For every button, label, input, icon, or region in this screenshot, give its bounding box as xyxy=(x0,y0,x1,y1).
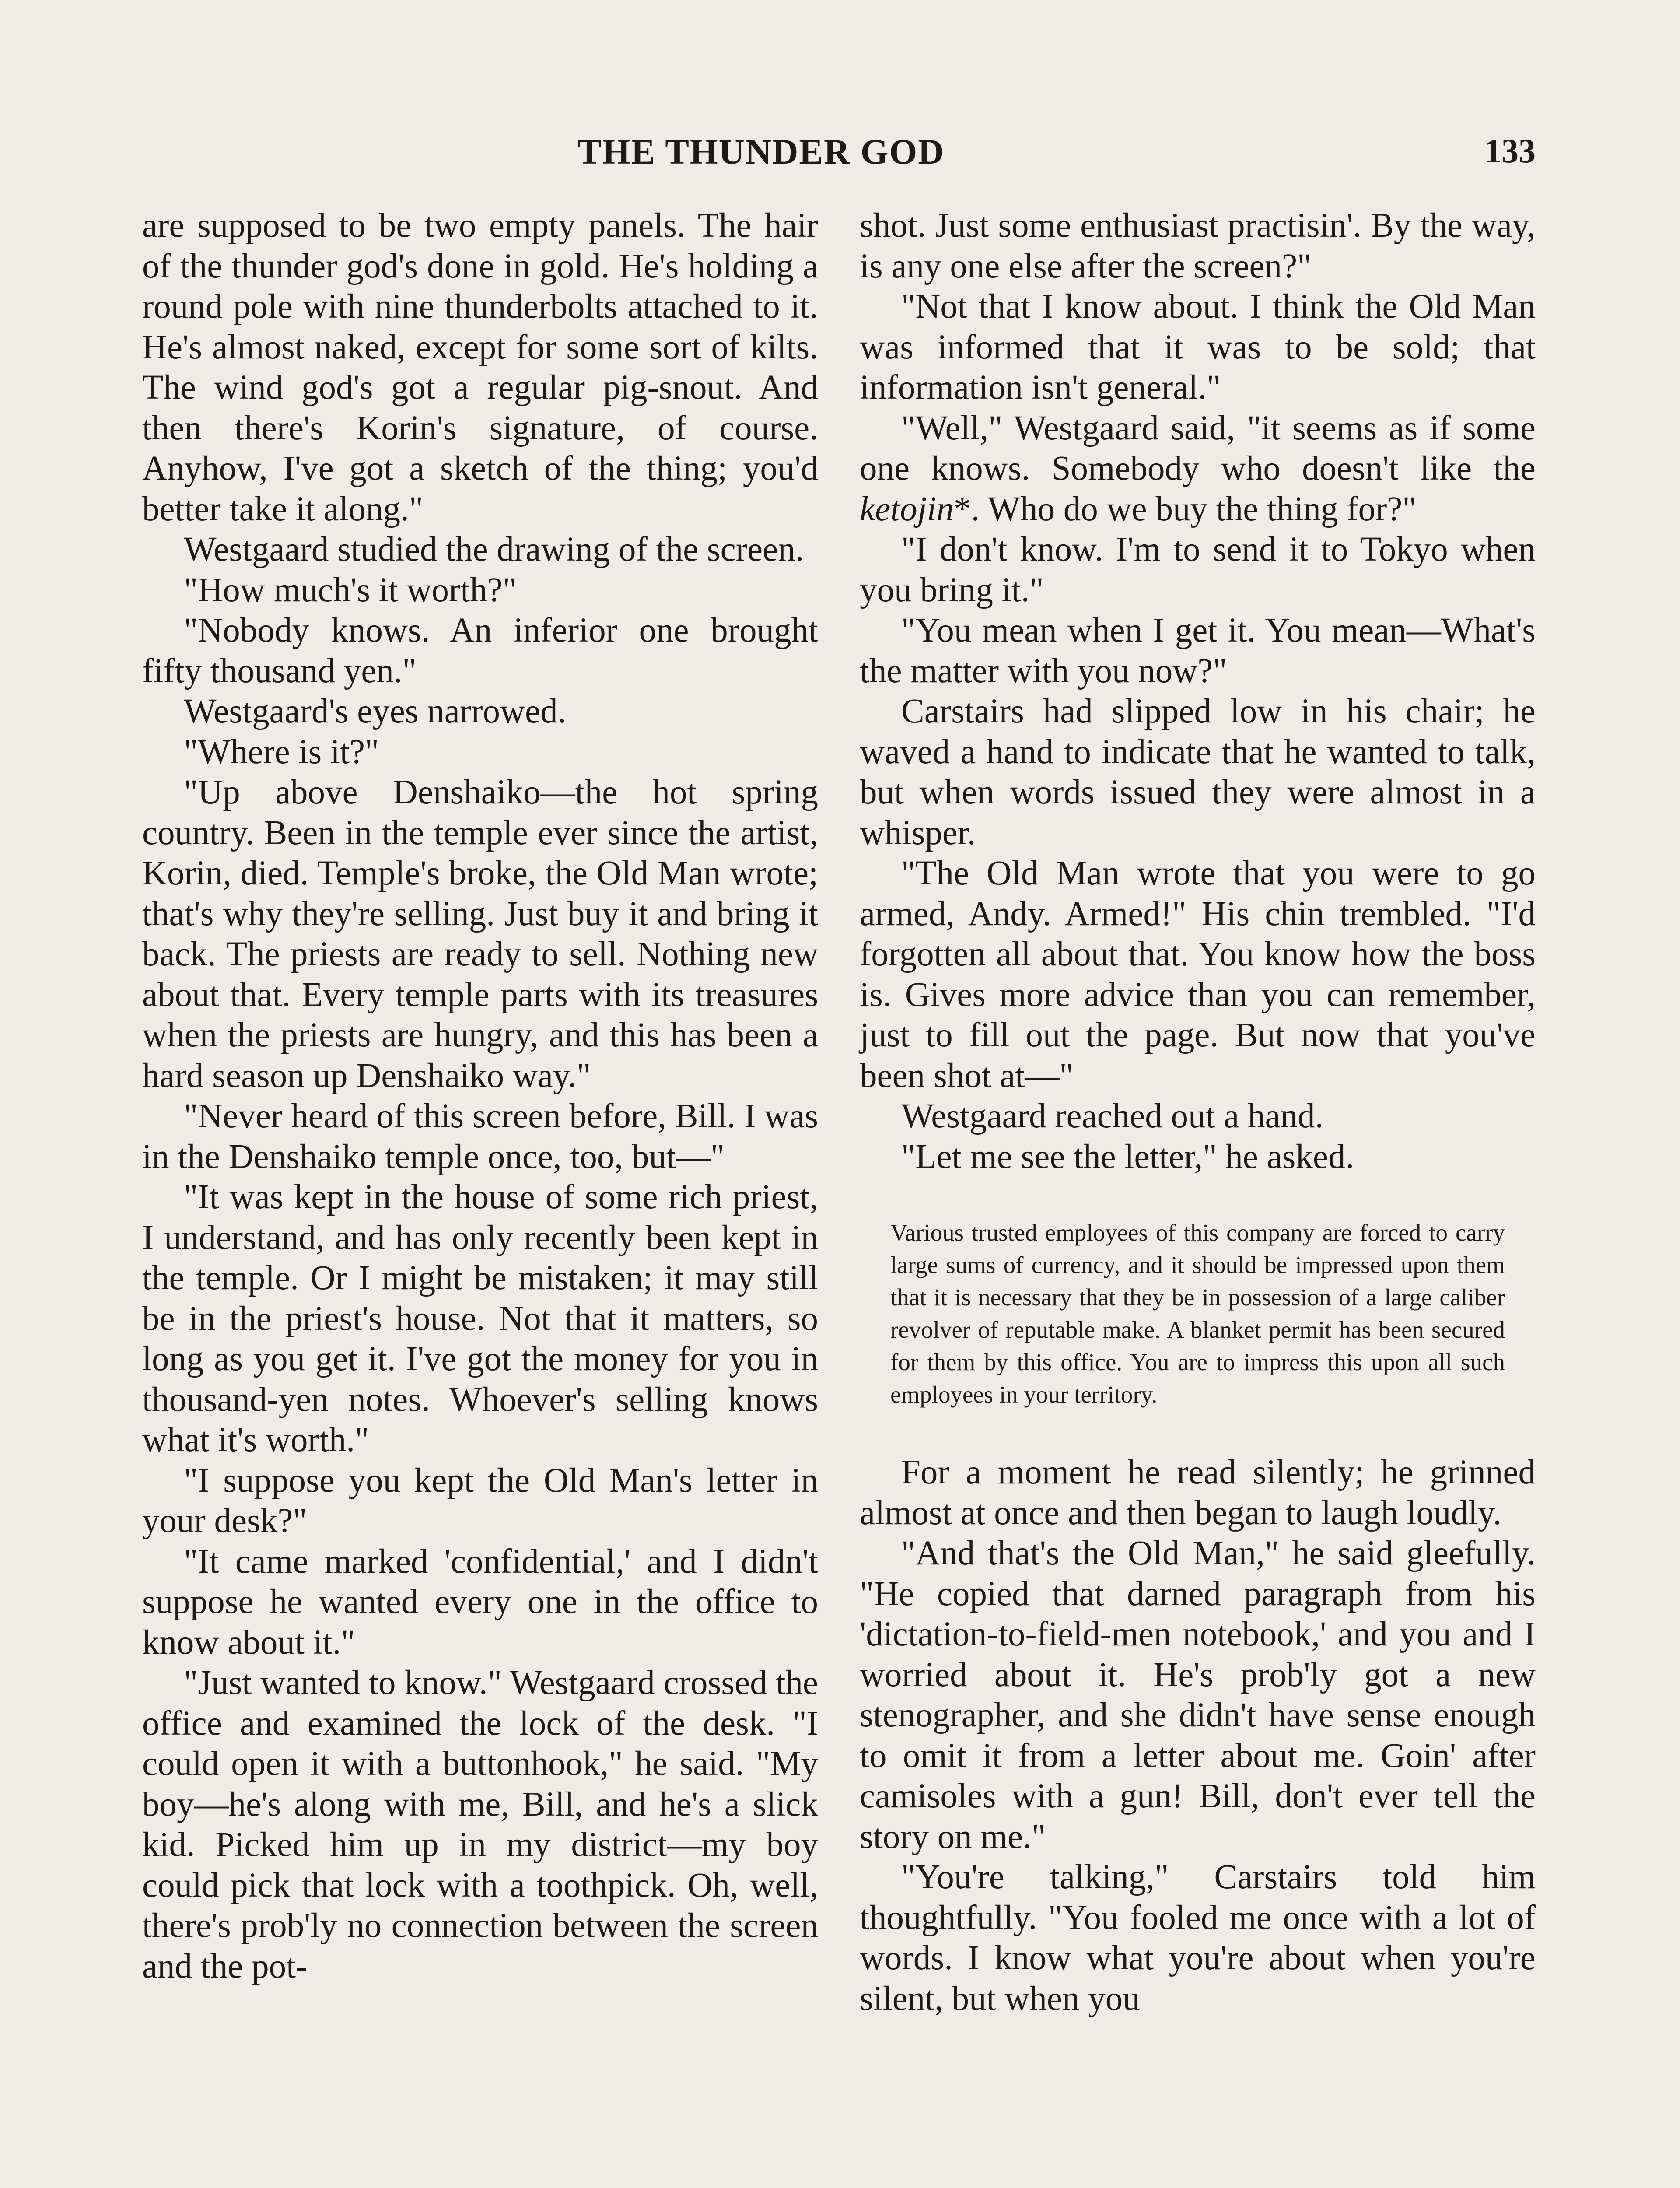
paragraph: "Not that I know about. I think the Old Man was informed that it was to be sold; that information isn't general." xyxy=(860,288,1536,407)
paragraph: are supposed to be two empty panels. The hair of the thunder god's done in gold. He's holding a round pole with nine thunderbolts attached to it. He's almost naked, except for some sort of kilts. The wind god's got a regular pig-snout. And then there's Korin's signature, of course. Anyhow, I've got a sketch of the thing; you'd better take it along." xyxy=(142,207,818,528)
paragraph: "Nobody knows. An inferior one brought fifty thousand yen." xyxy=(142,611,818,690)
paragraph: "I suppose you kept the Old Man's letter in your desk?" xyxy=(142,1461,818,1540)
paragraph: "How much's it worth?" xyxy=(184,571,517,609)
page-number: 133 xyxy=(1484,132,1536,170)
text-run: "Well," Westgaard said, "it seems as if some one knows. Somebody who doesn't like the xyxy=(860,409,1536,487)
paragraph: Westgaard reached out a hand. xyxy=(901,1097,1324,1135)
page-header xyxy=(0,127,1680,179)
running-title: THE THUNDER GOD xyxy=(578,132,945,172)
paragraph: For a moment he read silently; he grinned almost at once and then began to laugh loudly. xyxy=(860,1453,1536,1532)
letter-excerpt xyxy=(860,1217,1536,1411)
paragraph: "And that's the Old Man," he said gleefully. "He copied that darned paragraph from his 'dictation-to-field-men notebook,' and you and I worried about it. He's prob'ly got a new stenographer, and she didn't have sense enough to omit it from a letter about me. Goin' after camisoles with a gun! Bill, don't ever tell the story on me." xyxy=(860,1534,1536,1856)
paragraph: "You mean when I get it. You mean—What's the matter with you now?" xyxy=(860,611,1536,690)
paragraph: Westgaard's eyes narrowed. xyxy=(184,692,567,730)
paragraph: "Just wanted to know." Westgaard crossed the office and examined the lock of the desk. "I could open it with a buttonhook," he said. "My boy—he's along with me, Bill, and he's a slick kid. Picked him up in my district—my boy could pick that lock with a toothpick. Oh, well, there's prob'ly no connection between the screen and the pot- xyxy=(142,1664,818,1985)
italic-word: ketojin xyxy=(860,490,954,528)
paragraph: "Where is it?" xyxy=(184,733,379,771)
letter-excerpt-text: Various trusted employees of this company are forced to carry large sums of currency, and it should be impressed upon them that it is necessary that they be in possession of a large caliber revolver of reputable make. A blanket permit has been secured for them by this office. You are to impress this upon all such employees in your territory. xyxy=(890,1219,1505,1408)
text-run: *. Who do we buy the thing for?" xyxy=(953,490,1417,528)
paragraph: "It came marked 'confidential,' and I didn't suppose he wanted every one in the office to know about it." xyxy=(142,1542,818,1662)
paragraph: "It was kept in the house of some rich priest, I understand, and has only recently been kept in the temple. Or I might be mistaken; it may still be in the priest's house. Not that it matters, so long as you get it. I've got the money for you in thousand-yen notes. Whoever's selling knows what it's worth." xyxy=(142,1178,818,1459)
paragraph: "I don't know. I'm to send it to Tokyo when you bring it." xyxy=(860,530,1536,609)
paragraph: "You're talking," Carstairs told him thoughtfully. "You fooled me once with a lot of words. I know what you're about when you're silent, but when you xyxy=(860,1858,1536,2018)
paragraph: shot. Just some enthusiast practisin'. By the way, is any one else after the screen?" xyxy=(860,207,1536,285)
paragraph: "The Old Man wrote that you were to go armed, Andy. Armed!" His chin trembled. "I'd forgotten all about that. You know how the boss is. Gives more advice than you can remember, just to fill out the page. But now that you've been shot at—" xyxy=(860,854,1536,1095)
paragraph-ketojin xyxy=(860,408,1536,530)
paragraph: Carstairs had slipped low in his chair; he waved a hand to indicate that he wanted to talk, but when words issued they were almost in a whisper. xyxy=(860,692,1536,852)
paragraph: "Let me see the letter," he asked. xyxy=(901,1137,1354,1176)
paragraph: Westgaard studied the drawing of the screen. xyxy=(184,530,804,568)
left-column xyxy=(142,206,818,1987)
paragraph: "Never heard of this screen before, Bill. I was in the Denshaiko temple once, too, but—" xyxy=(142,1097,818,1176)
right-column xyxy=(860,206,1536,2019)
paragraph: "Up above Denshaiko—the hot spring country. Been in the temple ever since the artist, Korin, died. Temple's broke, the Old Man wrote; that's why they're selling. Just buy it and bring it back. The priests are ready to sell. Nothing new about that. Every temple parts with its treasures when the priests are hungry, and this has been a hard season up Denshaiko way." xyxy=(142,773,818,1095)
